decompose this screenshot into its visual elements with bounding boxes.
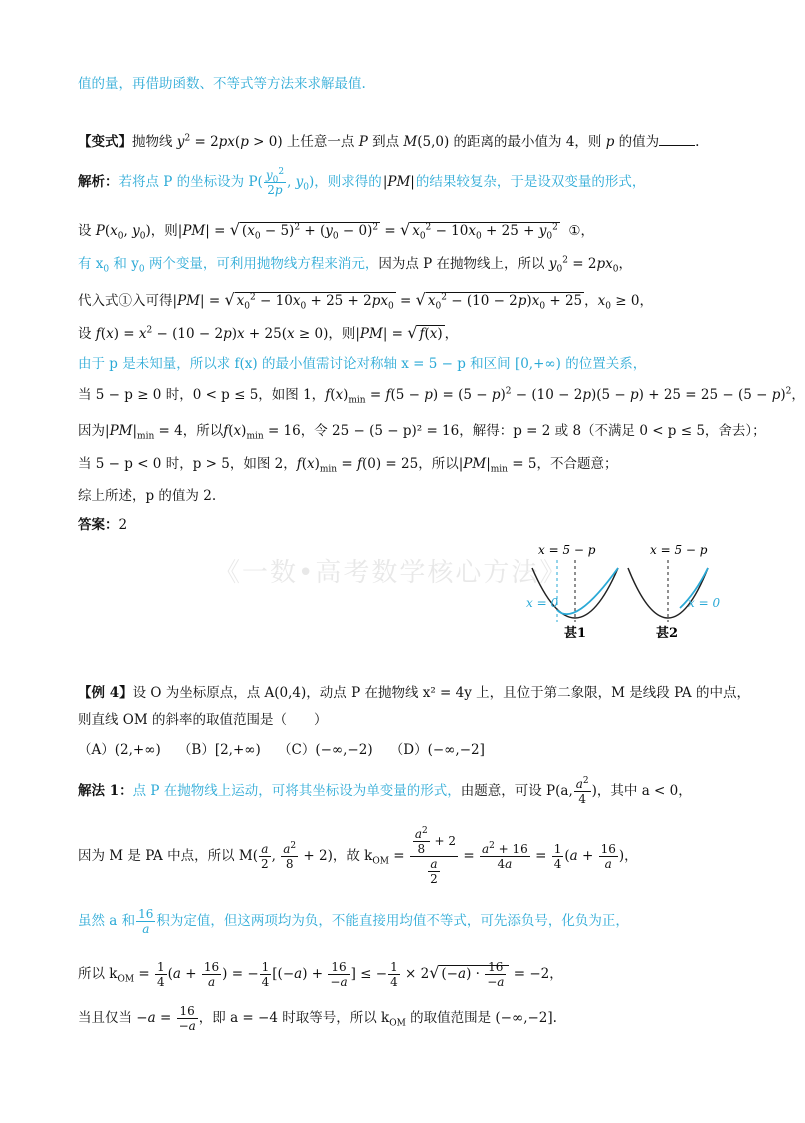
fig2-caption: 甚2 bbox=[656, 626, 679, 641]
line-substitute: 代入式①入可得|PM| = √ $x_0^2 - 10x_0 + 25 + 2px_0$ = √ $x_0^2 - (10 - 2p)x_0 + 25$ ，$x_0 \ge 0$， bbox=[78, 290, 653, 312]
line-two-vars: 有 $x_0$ 和 $y_0$ 两个变量，可利用抛物线方程来消元，因为点 P 在抛物线上，所以 $y_0^2 = 2px_0$， bbox=[78, 255, 632, 275]
example4-question-2: 则直线 OM 的斜率的取值范围是（ ） bbox=[78, 712, 328, 728]
watermark: 《一数•高考数学核心方法》 bbox=[214, 558, 568, 588]
option-b: （B）[2,+∞) bbox=[177, 742, 261, 758]
line-set-p: 设 $P(x_0$, $y_0$)，则|PM| = √ $(x_0 - 5)^2 + (y_0 - 0)^2$ = √ $x_0^2 - 10x_0 + 25 + y_0^2$ ①， bbox=[78, 220, 594, 242]
variant-question: 【变式】抛物线 $y^2 = 2px(p > 0)$ 上任意一点 P 到点 M(5,0) 的距离的最小值为 4，则 p 的值为 . bbox=[78, 133, 700, 150]
option-c: （C）(−∞,−2) bbox=[277, 742, 373, 758]
line-define-f: 设 $f(x) = x^2 - (10 - 2p)x + 25(x \ge 0)$，则|PM| = √ f(x) ， bbox=[78, 323, 459, 342]
option-a: （A）(2,+∞) bbox=[78, 742, 161, 758]
option-d: （D）(−∞,−2] bbox=[389, 742, 485, 758]
fig2-axis-label: x = 5 − p bbox=[650, 543, 708, 557]
fig1-axis-label: x = 5 − p bbox=[538, 543, 596, 557]
intro-tail: 值的量，再借助函数、不等式等方法来求解最值. bbox=[78, 76, 366, 92]
line-case2: 当 5 − p < 0 时，p > 5，如图 2，$f(x)_{min} = f(0) = 25$，所以$|PM|_{min} = 5$，不合题意； bbox=[78, 456, 618, 475]
line-conclusion: 综上所述，p 的值为 2. bbox=[78, 488, 217, 504]
line-case1: 当 5 − p ≥ 0 时，0 < p ≤ 5，如图 1，$f(x)_{min} = f(5 - p) = (5 - p)^2 - (10 - 2p)(5 - p) + 25 = 25 - (5 - p)^2$， bbox=[78, 386, 805, 406]
example4-options bbox=[78, 740, 485, 760]
fig1-parabola-domain bbox=[557, 568, 618, 614]
answer-line bbox=[78, 515, 127, 535]
sol1-line-3: 虽然 a 和 $\frac{16}{a}$ 积为定值，但这两项均为负，不能直接用均值不等式，可先添负号，化负为正， bbox=[78, 907, 629, 936]
answer-value: 2 bbox=[118, 517, 128, 533]
sol1-line-4: 所以 $k_{OM}$ = $\frac{1}{4}$ (a + $\frac{16}{a}$ ) = − $\frac{1}{4}$ [(−a) + $\frac{16}{-a}$ ] ≤ − $\frac{1}{4}$ × 2√ (−a) · $\frac{16}{-a}$ = −2， bbox=[78, 960, 563, 989]
line-case1-solve: 因为$|PM|_{min} = 4$，所以$f(x)_{min} = 16$，令 25 − (5 − p)² = 16，解得：p = 2 或 8（不满足 0 < p ≤ 5，舍去）； bbox=[78, 423, 766, 442]
variant-tag: 【变式】 bbox=[78, 134, 132, 150]
fig1-zero-label: x = 0 bbox=[526, 596, 559, 610]
figure-2 bbox=[628, 543, 720, 641]
figure-1 bbox=[526, 543, 618, 641]
fig1-caption: 甚1 bbox=[564, 626, 587, 641]
figures bbox=[520, 538, 740, 646]
answer-label: 答案： bbox=[78, 517, 119, 533]
sol1-line-2: 因为 M 是 PA 中点，所以 M( $\frac{a}{2}$ , $\frac{a^2}{8}$ + 2)，故 $k_{OM}$ = $\frac{a^2}{8}$ + 2 $\frac{a}{2}$ = $\frac{a^2 + 16}{4a}$ = $\frac{1}{4}$ (a + $\frac{16}{a}$ )， bbox=[78, 826, 638, 886]
jiexi-line: 解析：若将点 P 的坐标设为 P( $\frac{y_0^2}{2p}$ , $y_0$)，则求得的|PM|的结果较复杂，于是设双变量的形式， bbox=[78, 167, 646, 197]
sol1-line-5: 当且仅当 −a = $\frac{16}{-a}$ ，即 a = −4 时取等号，所以 $k_{OM}$ 的取值范围是 (−∞,−2]. bbox=[78, 1004, 557, 1033]
fig2-zero-label: x = 0 bbox=[688, 596, 721, 610]
example4-tag: 【例 4】 bbox=[78, 685, 133, 701]
sol1-label: 解法 1： bbox=[78, 783, 133, 799]
sol1-line-1: 解法 1：点 P 在抛物线上运动，可将其坐标设为单变量的形式，由题意，可设 P(a, $\frac{a^2}{4}$ )，其中 a < 0， bbox=[78, 776, 692, 806]
jiexi-label: 解析： bbox=[78, 174, 119, 190]
answer-blank bbox=[659, 145, 695, 146]
line-discuss: 由于 p 是未知量，所以求 f(x) 的最小值需讨论对称轴 x = 5 − p 和区间 [0,+∞) 的位置关系， bbox=[78, 356, 647, 372]
example4-question-1: 【例 4】设 O 为坐标原点，点 A(0,4)，动点 P 在抛物线 x² = 4y 上，且位于第二象限，M 是线段 PA 的中点， bbox=[78, 685, 750, 701]
